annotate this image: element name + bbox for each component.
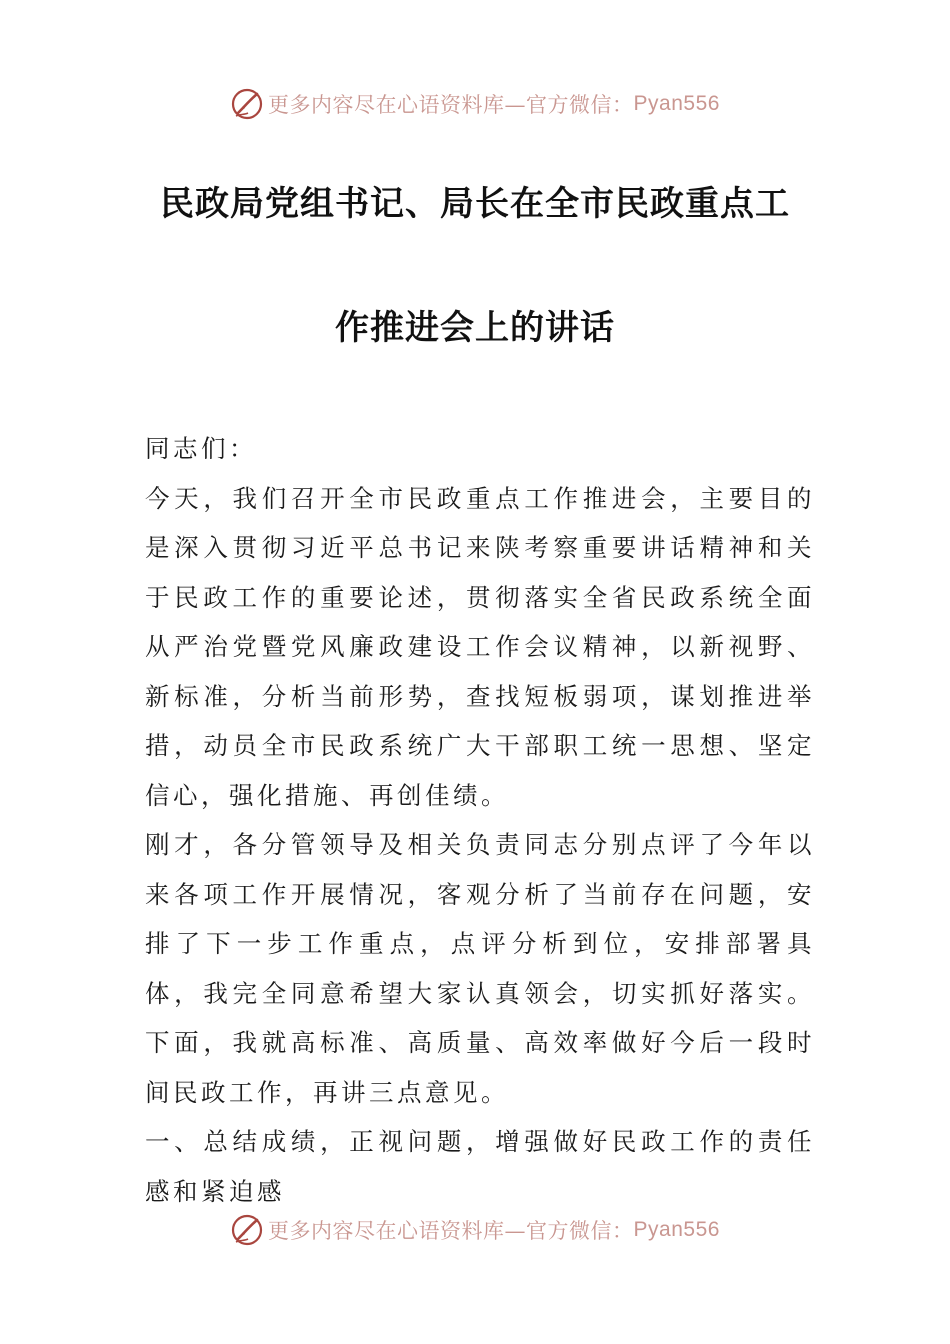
header-watermark [0,82,950,126]
paragraph-2: 刚才，各分管领导及相关负责同志分别点评了今年以来各项工作开展情况，客观分析了当前存在问题，安排了下一步工作重点，点评分析到位，安排部署具体，我完全同意希望大家认真领会，切实抓好落实。下面，我就高标准、高质量、高效率做好今后一段时间民政工作，再讲三点意见。 [145,830,815,1107]
paragraph-1: 今天，我们召开全市民政重点工作推进会，主要目的是深入贯彻习近平总书记来陕考察重要讲话精神和关于民政工作的重要论述，贯彻落实全省民政系统全面从严治党暨党风廉政建设工作会议精神，以新视野、新标准，分析当前形势，查找短板弱项，谋划推进举措，动员全市民政系统广大干部职工统一思想、坚定信心，强化措施、再创佳绩。 [145,483,815,810]
document-title-line-1: 民政局党组书记、局长在全市民政重点工 [160,184,790,224]
section-heading-1: 一、总结成绩，正视问题，增强做好民政工作的责任感和紧迫感 [145,1127,815,1206]
document-title-line-2: 作推进会上的讲话 [335,308,615,348]
salutation: 同志们： [145,434,257,463]
watermark-wechat-id: Pyan556 [633,92,720,115]
watermark-wechat-id: Pyan556 [633,1218,720,1241]
footer-watermark [0,1208,950,1252]
watermark-text: 更多内容尽在心语资料库—官方微信： [268,93,634,117]
watermark-text: 更多内容尽在心语资料库—官方微信： [268,1219,634,1243]
pen-logo-icon [230,1213,264,1247]
pen-logo-icon [230,87,264,121]
document-body [145,424,815,1216]
